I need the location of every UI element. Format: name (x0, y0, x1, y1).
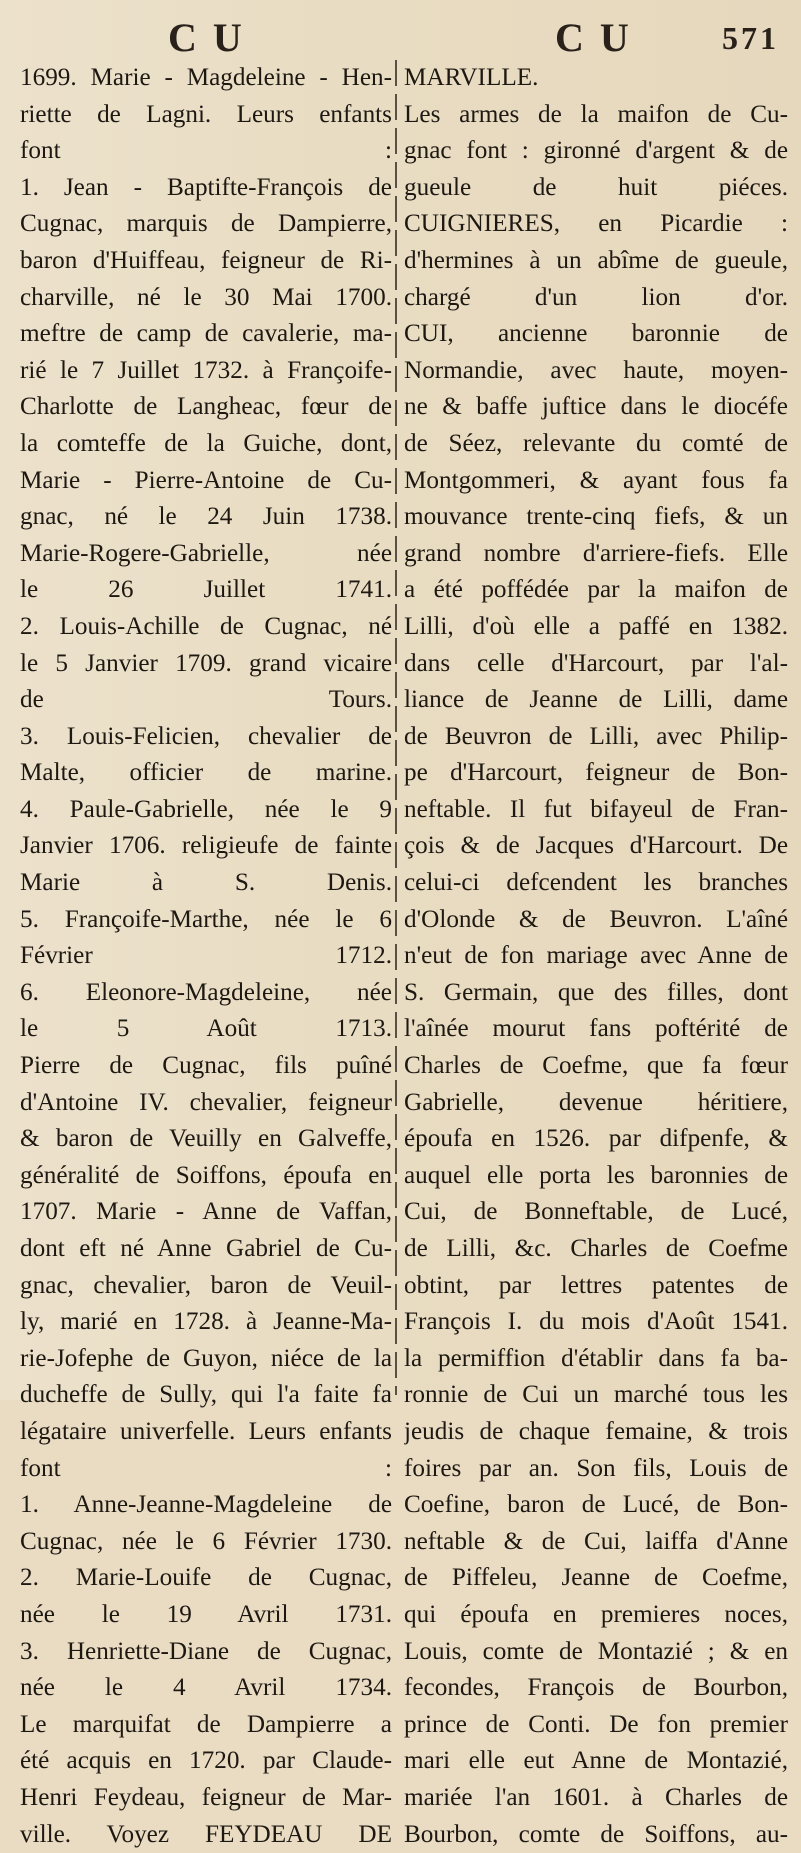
text-line: Marie à S. Denis. (20, 865, 392, 902)
text-line: l'aînée mourut fans poftérité de (404, 1011, 788, 1048)
text-line: la comteffe de la Guiche, dont, (20, 426, 392, 463)
text-line: Les armes de la maifon de Cu- (404, 97, 788, 134)
text-line: ronnie de Cui un marché tous les (404, 1377, 788, 1414)
text-line: rie-Jofephe de Guyon, niéce de la (20, 1341, 392, 1378)
text-line: gueule de huit piéces. (404, 170, 788, 207)
text-line: gnac, chevalier, baron de Veuil- (20, 1268, 392, 1305)
text-line: grand nombre d'arriere-fiefs. Elle (404, 536, 788, 573)
text-line: 1707. Marie - Anne de Vaffan, (20, 1194, 392, 1231)
text-line: 3. Louis-Felicien, chevalier de (20, 719, 392, 756)
right-column (404, 60, 788, 1853)
text-line: 2. Louis-Achille de Cugnac, né (20, 609, 392, 646)
text-line: de Séez, relevante du comté de (404, 426, 788, 463)
text-line: ne & baffe juftice dans le diocéfe (404, 389, 788, 426)
text-line: Cui, de Bonneftable, de Lucé, (404, 1194, 788, 1231)
text-line: n'eut de fon mariage avec Anne de (404, 938, 788, 975)
text-line: Malte, officier de marine. (20, 755, 392, 792)
text-line: le 5 Janvier 1709. grand vicaire (20, 646, 392, 683)
text-line: 2. Marie-Louife de Cugnac, (20, 1560, 392, 1597)
text-line: légataire univerfelle. Leurs enfants (20, 1414, 392, 1451)
text-line: 4. Paule-Gabrielle, née le 9 (20, 792, 392, 829)
text-line: foires par an. Son fils, Louis de (404, 1451, 788, 1488)
text-line: généralité de Soiffons, époufa en (20, 1158, 392, 1195)
running-head-left: C U (168, 14, 245, 61)
text-line: mari elle eut Anne de Montazié, (404, 1743, 788, 1780)
text-line: gnac font : gironné d'argent & de (404, 133, 788, 170)
text-line: celui-ci defcendent les branches (404, 865, 788, 902)
text-line: jeudis de chaque femaine, & trois (404, 1414, 788, 1451)
text-line: obtint, par lettres patentes de (404, 1268, 788, 1305)
text-line: née le 19 Avril 1731. (20, 1597, 392, 1634)
text-line: Marie - Pierre-Antoine de Cu- (20, 463, 392, 500)
text-line: mariée l'an 1601. à Charles de (404, 1780, 788, 1817)
text-line: ducheffe de Sully, qui l'a faite fa (20, 1377, 392, 1414)
text-line: chargé d'un lion d'or. (404, 280, 788, 317)
text-line: d'Antoine IV. chevalier, feigneur (20, 1085, 392, 1122)
text-line: prince de Conti. De fon premier (404, 1707, 788, 1744)
text-line: de Beuvron de Lilli, avec Philip- (404, 719, 788, 756)
text-line: Marie-Rogere-Gabrielle, née (20, 536, 392, 573)
text-line: Coefine, baron de Lucé, de Bon- (404, 1487, 788, 1524)
text-line: Le marquifat de Dampierre a (20, 1707, 392, 1744)
text-line: qui époufa en premieres noces, (404, 1597, 788, 1634)
text-line: çois & de Jacques d'Harcourt. De (404, 828, 788, 865)
text-line: de Lilli, &c. Charles de Coefme (404, 1231, 788, 1268)
running-head-right: C U (555, 14, 632, 61)
text-line: mouvance trente-cinq fiefs, & un (404, 499, 788, 536)
text-line: rié le 7 Juillet 1732. à Françoife- (20, 353, 392, 390)
text-line: a été poffédée par la maifon de (404, 572, 788, 609)
text-line: de Tours. (20, 682, 392, 719)
text-line: Montgommeri, & ayant fous fa (404, 463, 788, 500)
left-column (20, 60, 392, 1853)
text-line: Charlotte de Langheac, fœur de (20, 389, 392, 426)
text-line: la permiffion d'établir dans fa ba- (404, 1341, 788, 1378)
text-line: dont eft né Anne Gabriel de Cu- (20, 1231, 392, 1268)
text-line: d'Olonde & de Beuvron. L'aîné (404, 902, 788, 939)
text-line: Pierre de Cugnac, fils puîné (20, 1048, 392, 1085)
text-line: MARVILLE. (404, 60, 788, 97)
text-line: S. Germain, que des filles, dont (404, 975, 788, 1012)
text-line: Cugnac, marquis de Dampierre, (20, 206, 392, 243)
text-line: dans celle d'Harcourt, par l'al- (404, 646, 788, 683)
text-line: font : (20, 133, 392, 170)
text-line: Bourbon, comte de Soiffons, au- (404, 1817, 788, 1853)
text-line: charville, né le 30 Mai 1700. (20, 280, 392, 317)
text-line: le 5 Août 1713. (20, 1011, 392, 1048)
text-line: Louis, comte de Montazié ; & en (404, 1634, 788, 1671)
text-line: pe d'Harcourt, feigneur de Bon- (404, 755, 788, 792)
text-line: née le 4 Avril 1734. (20, 1670, 392, 1707)
page-header (0, 6, 801, 64)
text-line: ly, marié en 1728. à Jeanne-Ma- (20, 1304, 392, 1341)
text-line: 5. Françoife-Marthe, née le 6 (20, 902, 392, 939)
text-line: Lilli, d'où elle a paffé en 1382. (404, 609, 788, 646)
text-line: 1. Anne-Jeanne-Magdeleine de (20, 1487, 392, 1524)
text-line: Normandie, avec haute, moyen- (404, 353, 788, 390)
text-line: & baron de Veuilly en Galveffe, (20, 1121, 392, 1158)
text-line: Henri Feydeau, feigneur de Mar- (20, 1780, 392, 1817)
text-line: époufa en 1526. par difpenfe, & (404, 1121, 788, 1158)
text-line: gnac, né le 24 Juin 1738. (20, 499, 392, 536)
text-line: font : (20, 1451, 392, 1488)
text-line: Cugnac, née le 6 Février 1730. (20, 1524, 392, 1561)
text-line: d'hermines à un abîme de gueule, (404, 243, 788, 280)
text-line: Janvier 1706. religieufe de fainte (20, 828, 392, 865)
text-line: été acquis en 1720. par Claude- (20, 1743, 392, 1780)
page-number: 571 (722, 20, 779, 57)
text-line: 6. Eleonore-Magdeleine, née (20, 975, 392, 1012)
text-line: 3. Henriette-Diane de Cugnac, (20, 1634, 392, 1671)
text-line: riette de Lagni. Leurs enfants (20, 97, 392, 134)
text-line: fecondes, François de Bourbon, (404, 1670, 788, 1707)
text-line: Février 1712. (20, 938, 392, 975)
text-line: CUIGNIERES, en Picardie : (404, 206, 788, 243)
text-line: Charles de Coefme, que fa fœur (404, 1048, 788, 1085)
text-line: auquel elle porta les baronnies de (404, 1158, 788, 1195)
text-line: ville. Voyez FEYDEAU DE (20, 1817, 392, 1853)
text-line: de Piffeleu, Jeanne de Coefme, (404, 1560, 788, 1597)
text-line: 1699. Marie - Magdeleine - Hen- (20, 60, 392, 97)
text-line: le 26 Juillet 1741. (20, 572, 392, 609)
text-line: 1. Jean - Baptifte-François de (20, 170, 392, 207)
text-line: neftable & de Cui, laiffa d'Anne (404, 1524, 788, 1561)
text-line: CUI, ancienne baronnie de (404, 316, 788, 353)
text-line: meftre de camp de cavalerie, ma- (20, 316, 392, 353)
text-line: baron d'Huiffeau, feigneur de Ri- (20, 243, 392, 280)
text-line: François I. du mois d'Août 1541. (404, 1304, 788, 1341)
text-line: Gabrielle, devenue héritiere, (404, 1085, 788, 1122)
column-divider (395, 60, 397, 1395)
text-line: liance de Jeanne de Lilli, dame (404, 682, 788, 719)
text-line: neftable. Il fut bifayeul de Fran- (404, 792, 788, 829)
